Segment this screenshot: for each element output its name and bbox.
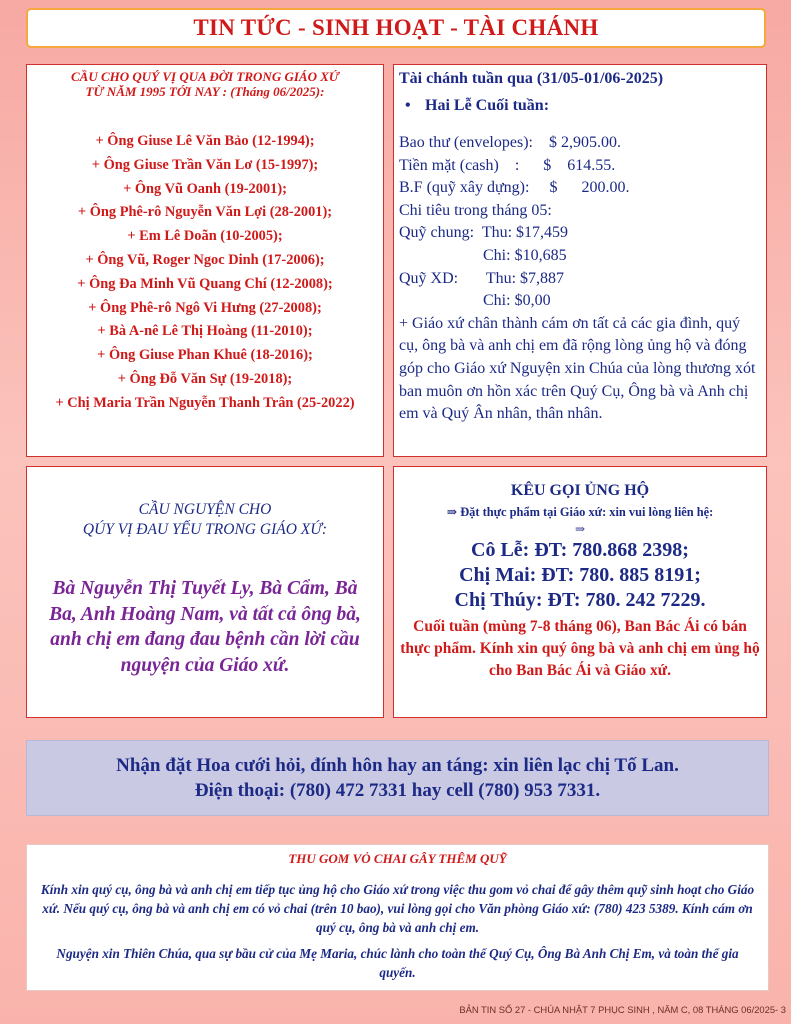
finance-line: Chi: $0,00 — [399, 292, 551, 310]
finance-line: Quỹ XD: Thu: $7,887 — [399, 269, 565, 287]
list-item: + Ông Phê-rô Ngô Vi Hưng (27-2008); — [88, 299, 322, 316]
finance-bullet — [399, 96, 761, 116]
list-item: + Ông Vũ Oanh (19-2001); — [123, 180, 287, 197]
list-item: + Ông Đa Minh Vũ Quang Chí (12-2008); — [77, 275, 333, 292]
list-item: + Ông Phê-rô Nguyễn Văn Lợi (28-2001); — [77, 204, 333, 221]
finance-line: B.F (quỹ xây dựng): $ 200.00. — [399, 179, 630, 197]
page-footer: BẢN TIN SỐ 27 - CHÚA NHẬT 7 PHỤC SINH , NĂM C, 08 THÁNG 06/2025- 3 — [459, 1004, 786, 1015]
finance-panel — [393, 64, 767, 457]
list-item: + Ông Giuse Trần Văn Lơ (15-1997); — [91, 156, 319, 173]
list-item: + Ông Giuse Phan Khuê (18-2016); — [97, 347, 313, 364]
flowers-line1: Nhận đặt Hoa cưới hỏi, đính hôn hay an táng: xin liên lạc chị Tố Lan. — [116, 755, 679, 776]
flowers-banner — [26, 740, 769, 816]
bottles-paragraph: Kính xin quý cụ, ông bà và anh chị em tiếp tục ủng hộ cho Giáo xứ trong việc thu gom vỏ chai để gây thêm quỹ sinh hoạt cho Giáo xứ. Nếu quý cụ, ông bà và anh chị em có vỏ chai (trên 10 bao), vui lòng gọi cho Văn phòng Giáo xứ: (780) 423 5389. Kính cám ơn quý cụ, ông bà và anh chị em. — [40, 882, 755, 935]
sick-heading-line2: QÚY VỊ ĐAU YẾU TRONG GIÁO XỨ: — [82, 521, 328, 538]
list-item: + Ông Đỗ Văn Sự (19-2018); — [117, 370, 293, 387]
deceased-heading-line1: CẦU CHO QUÝ VỊ QUA ĐỜI TRONG GIÁO XỨ — [71, 69, 339, 84]
finance-line: Bao thư (envelopes): $ 2,905.00. — [399, 134, 621, 151]
page-title-banner — [26, 8, 766, 48]
appeal-order-text: ⇒ Đặt thực phẩm tại Giáo xứ: xin vui lòng liên hệ: — [446, 505, 714, 519]
bottle-collection-panel — [26, 844, 769, 991]
finance-bullet-label: Hai Lễ Cuối tuần: — [425, 97, 550, 114]
bottles-blessing: Nguyện xin Thiên Chúa, qua sự bầu cử của Mẹ Maria, chúc lành cho toàn thể Quý Cụ, Ông Bà Anh Chị Em, và toàn thể gia quyến. — [56, 946, 739, 980]
finance-lines — [399, 132, 761, 313]
appeal-phone: Chị Thúy: ĐT: 780. 242 7229. — [454, 589, 706, 611]
list-item: + Bà A-nê Lê Thị Hoàng (11-2010); — [97, 323, 313, 340]
list-item: + Chị Maria Trần Nguyễn Thanh Trân (25-2022) — [55, 394, 355, 411]
finance-line: Chi: $10,685 — [399, 246, 567, 264]
bottles-title: THU GOM VỎ CHAI GÂY THÊM QUỸ — [288, 851, 507, 866]
deceased-prayer-panel — [26, 64, 384, 457]
list-item: + Ông Vũ, Roger Ngoc Dinh (17-2006); — [85, 251, 325, 268]
flowers-line2: Điện thoại: (780) 472 7331 hay cell (780) 953 7331. — [194, 780, 601, 801]
deceased-list — [33, 130, 377, 416]
appeal-phone: Chị Mai: ĐT: 780. 885 8191; — [459, 564, 701, 586]
appeal-title: KÊU GỌI ỦNG HỘ — [510, 482, 650, 499]
page-title: TIN TỨC - SINH HOẠT - TÀI CHÁNH — [193, 15, 599, 40]
appeal-weekend-notice: Cuối tuần (mùng 7-8 tháng 06), Ban Bác Ái có bán thực phẩm. Kính xin quý ông bà và anh chị em ủng hộ cho Ban Bác Ái và Giáo xứ. — [400, 618, 760, 679]
finance-thanks: + Giáo xứ chân thành cám ơn tất cả các gia đình, quý cụ, ông bà và anh chị em đã rộng lòng ủng hộ và đóng góp cho Giáo xứ Nguyện xin Chúa của lòng thương xót ban muôn ơn hồn xác trên Quý Cụ, Ông bà và Anh chị em và Quý Ân nhân, thân nhân. — [399, 314, 756, 423]
list-item: + Ông Giuse Lê Văn Bảo (12-1994); — [95, 133, 315, 149]
finance-line: Chi tiêu trong tháng 05: — [399, 201, 552, 219]
sick-heading-line1: CẦU NGUYỆN CHO — [138, 501, 272, 518]
finance-line: Tiền mặt (cash) : $ 614.55. — [399, 156, 616, 174]
appeal-phone: Cô Lễ: ĐT: 780.868 2398; — [471, 539, 689, 561]
bullet-dot-icon: • — [405, 97, 411, 114]
arrow-right-icon: ⇒ — [574, 522, 586, 536]
sick-prayer-panel — [26, 466, 384, 718]
appeal-panel — [393, 466, 767, 718]
list-item: + Em Lê Doãn (10-2005); — [127, 228, 283, 245]
deceased-heading-line2: TỪ NĂM 1995 TỚI NAY : (Tháng 06/2025): — [85, 84, 325, 99]
finance-line: Quỹ chung: Thu: $17,459 — [399, 224, 569, 242]
sick-names: Bà Nguyễn Thị Tuyết Ly, Bà Cẩm, Bà Ba, Anh Hoàng Nam, và tất cả ông bà, anh chị em đang đau bệnh cần lời cầu nguyện của Giáo xứ. — [49, 578, 361, 676]
finance-title: Tài chánh tuần qua (31/05-01/06-2025) — [399, 70, 664, 87]
